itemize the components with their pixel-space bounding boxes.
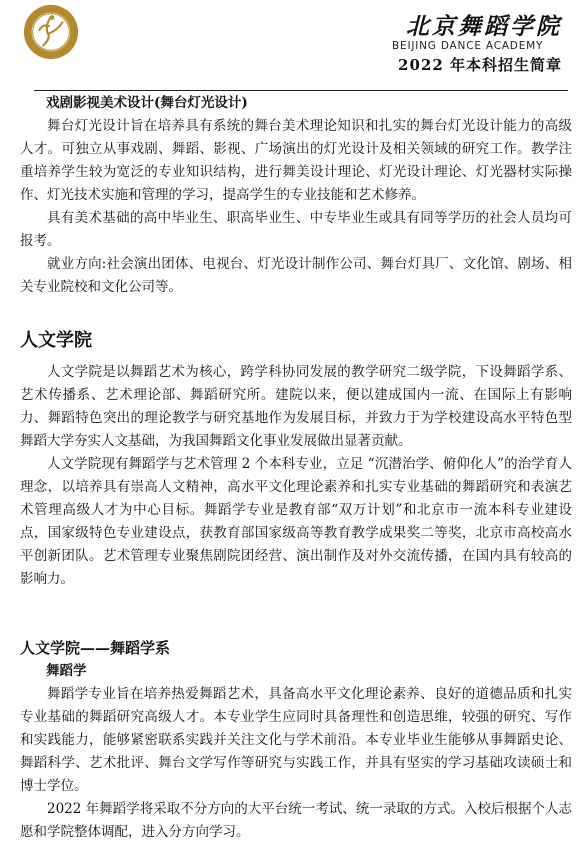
academy-seal-logo <box>22 3 80 61</box>
page-header <box>0 0 580 90</box>
academy-brand <box>362 14 562 74</box>
dance-studies-intro-paragraph: 舞蹈学专业旨在培养热爱舞蹈艺术，具备高水平文化理论素养、良好的道德品质和扎实专业基础的舞蹈研究高级人才。本专业学生应同时具备理性和创造思维，较强的研究、写作和实践能力，能够紧密联系实践并关注文化与学术前沿。本专业毕业生能够从事舞蹈史论、舞蹈科学、艺术批评、舞台文学写作等研究与实践工作，并具有坚实的学习基础攻读硕士和博士学位。 <box>20 686 572 794</box>
document-title: 2022 年本科招生简章 <box>398 56 562 74</box>
dance-studies-admission-paragraph: 2022 年舞蹈学将采取不分方向的大平台统一考试、统一录取的方式。入校后根据个人志愿和学院整体调配，进入分方向学习。 <box>20 801 572 840</box>
brand-name-en: BEIJING DANCE ACADEMY <box>392 40 544 52</box>
dance-dept-section-title: 人文学院——舞蹈学系 <box>20 639 171 657</box>
humanities-intro-paragraph: 人文学院是以舞蹈艺术为核心，跨学科协同发展的教学研究二级学院，下设舞蹈学系、艺术传播系、艺术理论部、舞蹈研究所。建院以来，便以建成国内一流、在国际上有影响力、舞蹈特色突出的理论教学与研究基地作为发展目标，并致力于为学校建设高水平特色型舞蹈大学夯实人文基础，为我国舞蹈文化事业发展做出显著贡献。 <box>20 364 572 449</box>
dance-studies-heading: 舞蹈学 <box>46 663 87 679</box>
brand-name-cn: 北京舞蹈学院 <box>406 13 562 40</box>
header-divider <box>34 90 568 91</box>
lighting-intro-paragraph: 舞台灯光设计旨在培养具有系统的舞台美术理论知识和扎实的舞台灯光设计能力的高级人才。可独立从事戏剧、舞蹈、影视、广场演出的灯光设计及相关领域的研究工作。教学注重培养学生较为宽泛的专业知识结构，进行舞美设计理论、灯光设计理论、灯光器材实际操作、灯光技术实施和管理的学习，提高学生的专业技能和艺术修养。 <box>20 118 572 203</box>
humanities-section-title: 人文学院 <box>20 330 92 351</box>
page-body <box>20 92 572 844</box>
lighting-design-heading: 戏剧影视美术设计(舞台灯光设计) <box>46 95 248 111</box>
lighting-eligibility-paragraph: 具有美术基础的高中毕业生、职高毕业生、中专毕业生或具有同等学历的社会人员均可报考。 <box>20 210 572 249</box>
lighting-careers-paragraph: 就业方向:社会演出团体、电视台、灯光设计制作公司、舞台灯具厂、文化馆、剧场、相关专业院校和文化公司等。 <box>20 256 572 295</box>
humanities-programs-paragraph: 人文学院现有舞蹈学与艺术管理 2 个本科专业，立足 “沉潜治学、俯仰化人”的治学育人理念，以培养具有崇高人文精神，高水平文化理论素养和扎实专业基础的舞蹈研究和表演艺术管理高级人才为中心目标。舞蹈学专业是教育部“双万计划”和北京市一流本科专业建设点，国家级特色专业建设点，获教育部国家级高等教育教学成果奖二等奖，北京市高校高水平创新团队。艺术管理专业聚焦剧院团经营、演出制作及对外交流传播，在国内具有较高的影响力。 <box>20 456 572 587</box>
